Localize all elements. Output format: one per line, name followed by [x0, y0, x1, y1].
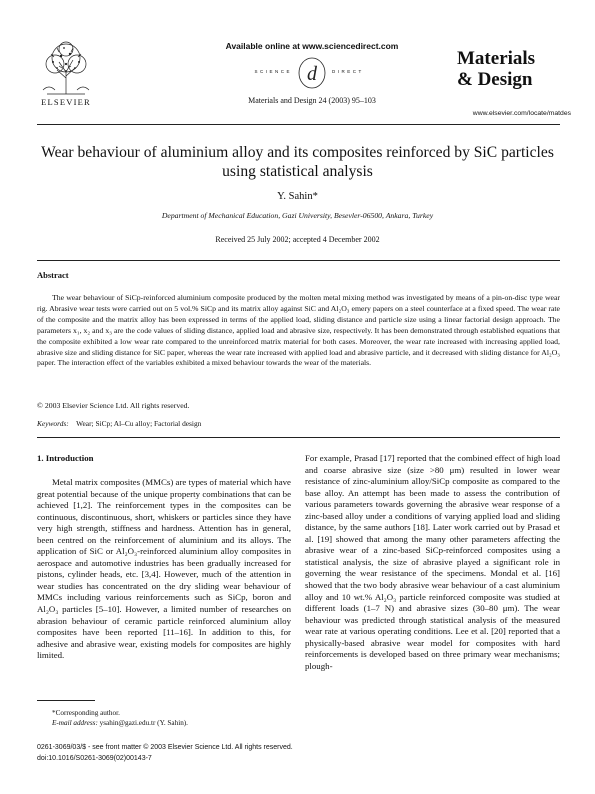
footnote-divider	[37, 700, 95, 701]
keywords-line	[37, 419, 201, 428]
right-column-text: For example, Prasad [17] reported that the combined effect of high load and coarse abrasive size (size >80 μm) resulted in lower wear resistance of zinc-aluminium alloy/SiCp composite as compared to the base alloy. An attempt has been made to assess the contribution of various parameters towards governing the abrasive wear response of a zinc-based alloy under a conditions of varying applied load and sliding distance, by the same authors [18]. Later work carried out by Prasad et al. [19] showed that among the many other parameters affecting the abrasive wear of a zinc-based SiCp-reinforced composites using a statistical analysis, the size of abrasive played a significant role in governing the wear resistance of the specimens. Mondal et al. [16] showed that the two body abrasive wear behaviour of a cast aluminium alloy and 10 wt.% Al₂O₃ particle reinforced composite was studied at different loads (1–7 N) and abrasive sizes (30–80 μm). The wear behaviour was predicted through statistical analysis of the measured wear rate at various operating conditions. Lee et al. [20] reported that a physically-based abrasive wear model for composites with hard reinforcements is developed based on three primary wear mechanisms; plough-	[305, 453, 560, 671]
journal-url[interactable]: www.elsevier.com/locate/matdes	[472, 110, 571, 117]
journal-title-line2: & Design	[457, 69, 533, 90]
title-divider	[37, 260, 560, 261]
page-header	[37, 40, 571, 120]
journal-title	[457, 48, 567, 90]
keywords-list: Wear; SiCp; Al–Cu alloy; Factorial design	[76, 419, 202, 428]
article-title: Wear behaviour of aluminium alloy and its composites reinforced by SiC particles using statistical analysis	[41, 144, 554, 180]
available-online-text[interactable]: Available online at www.sciencedirect.com	[225, 41, 399, 51]
corresponding-author-note: *Corresponding author.	[52, 709, 120, 717]
sciencedirect-logo	[212, 56, 412, 90]
author-affiliation: Department of Mechanical Education, Gazi University, Besevler-06500, Ankara, Turkey	[161, 211, 434, 220]
sd-logo-mark: d	[307, 63, 317, 85]
journal-reference: Materials and Design 24 (2003) 95–103	[248, 96, 376, 105]
keywords-label: Keywords:	[37, 419, 69, 428]
journal-title-line1: Materials	[457, 48, 536, 69]
abstract-copyright: © 2003 Elsevier Science Ltd. All rights reserved.	[37, 401, 190, 410]
email-label: E-mail address:	[52, 719, 98, 727]
received-dates: Received 25 July 2002; accepted 4 December 2002	[215, 235, 380, 244]
sd-logo-right: DIRECT	[332, 69, 364, 74]
section-heading: 1. Introduction	[37, 453, 94, 463]
elsevier-wordmark: ELSEVIER	[41, 97, 91, 107]
email-footnote	[52, 719, 188, 727]
article-author: Y. Sahin*	[277, 191, 318, 202]
left-column-text: Metal matrix composites (MMCs) are types of material which have great potential because of the unique property combinations that can be achieved [1,2]. The reinforcement types in the composites can be continuous, discontinuous, short, whiskers or particles since they have very high strength, stiffness and hardness. Attention has in general, been centred on the reinforcement of aluminium and its alloys. The application of SiC or Al₂O₃-reinforced aluminium alloy composites in aerospace and automotive industries has been gradually increased for pistons, cylinder heads, etc. [3,4]. However, much of the attention in wear studies has concentrated on the dry sliding wear behaviour of MMCs including various reinforcements such as SiCp, boron and Al₂O₃ particles [5–10]. However, a limited number of researches on abrasion behaviour of ceramic particle reinforced aluminium alloy composites have been reported [11–16]. In addition to this, for adhesive and abrasive wear, existing models for composites are highly limited.	[37, 477, 291, 661]
abstract-heading: Abstract	[37, 270, 69, 280]
abstract-divider	[37, 437, 560, 438]
doi-line[interactable]: doi:10.1016/S0261-3069(02)00143-7	[37, 755, 152, 762]
header-divider	[37, 124, 560, 125]
sd-logo-left: SCIENCE	[254, 69, 292, 74]
issn-line: 0261-3069/03/$ - see front matter © 2003 Elsevier Science Ltd. All rights reserved.	[37, 744, 293, 751]
abstract-body: The wear behaviour of SiCp-reinforced aluminium composite produced by the molten metal mixing method was investigated by means of a pin-on-disc type wear rig. Abrasive wear tests were carried out on 5 vol.% SiCp and its matrix alloy against SiC and Al₂O₃ emery papers on a steel counterface at a fixed speed. The wear rate of the composite and the matrix alloy has been expressed in terms of the applied load, sliding distance and particle size using a linear factorial design approach. The parameters x₁, x₂ and x₃ are the code values of sliding distance, applied load and abrasive size, respectively. It has been demonstrated through established equations that the composite exhibited a low wear rate compared to the unreinforced matrix material for both cases. Moreover, the wear rate increased with increasing applied load, abrasive size and sliding distance for SiC paper, whereas the wear rate increased with applied load and abrasive particle, and it decreased with sliding distance for Al₂O₃ paper. The interaction effect of the variables exhibited a mixed behaviour towards the wear of the materials.	[37, 293, 560, 368]
elsevier-tree-icon	[37, 40, 95, 96]
sciencedirect-d-icon	[297, 56, 327, 90]
elsevier-logo	[37, 40, 95, 108]
sciencedirect-block	[187, 40, 437, 105]
email-address[interactable]: ysahin@gazi.edu.tr (Y. Sahin).	[99, 719, 188, 727]
